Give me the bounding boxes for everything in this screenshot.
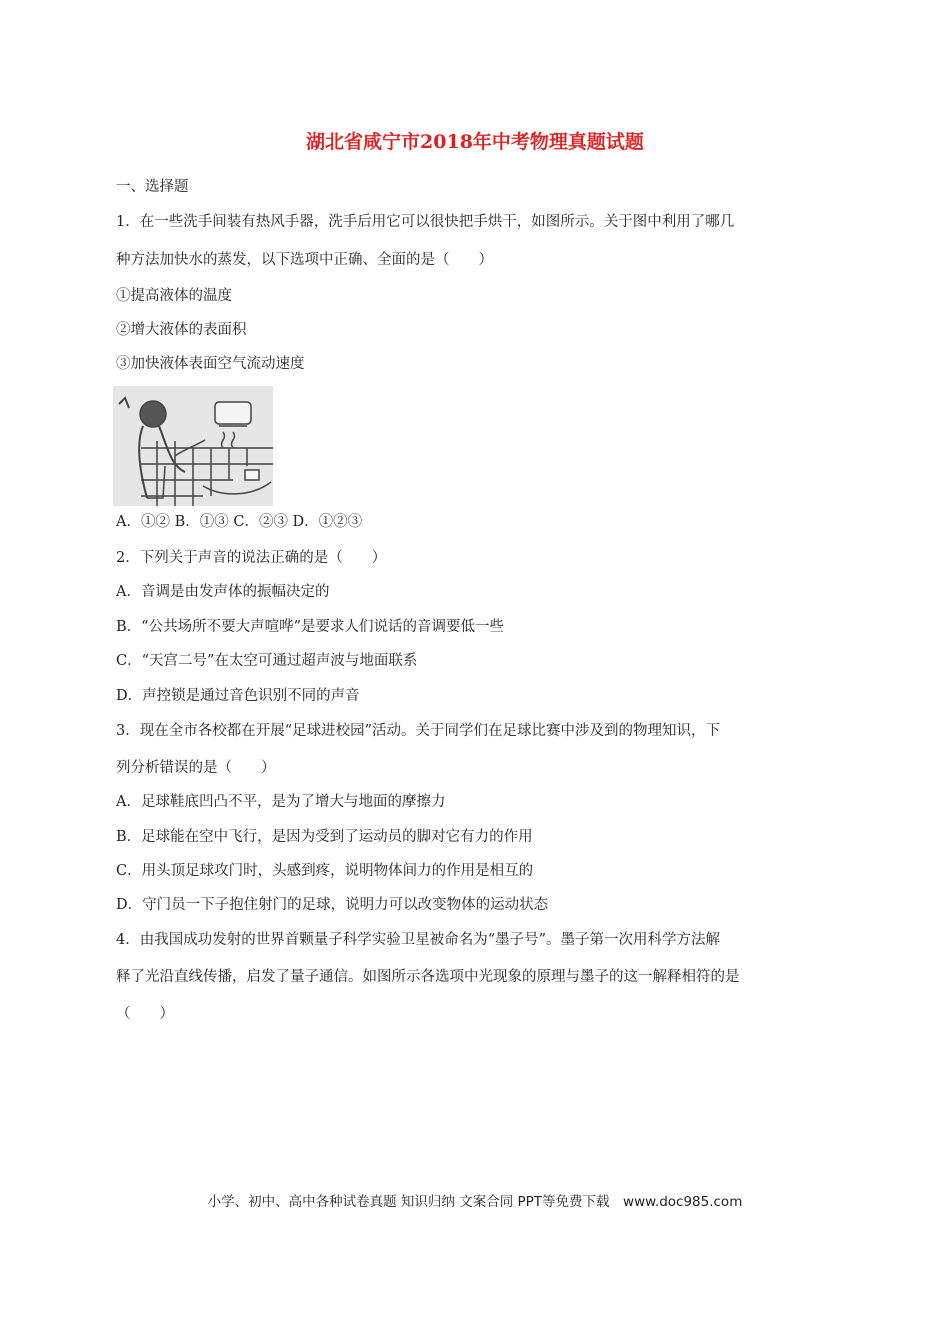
q3-option-b: B．足球能在空中飞行，是因为受到了运动员的脚对它有力的作用 (116, 829, 533, 845)
section-heading: 一、选择题 (116, 179, 189, 195)
q3-option-a: A．足球鞋底凹凸不平，是为了增大与地面的摩擦力 (116, 794, 446, 810)
q1-options: A．①② B．①③ C．②③ D．①②③ (116, 514, 363, 530)
q2-option-a: A．音调是由发声体的振幅决定的 (116, 584, 330, 600)
q3-stem-line2: 列分析错误的是（ ） (116, 760, 276, 776)
q3-option-d: D．守门员一下子抱住射门的足球，说明力可以改变物体的运动状态 (116, 897, 549, 913)
q3-option-c: C．用头顶足球攻门时，头感到疼，说明物体间力的作用是相互的 (116, 863, 534, 879)
q2-stem: 2．下列关于声音的说法正确的是（ ） (116, 550, 387, 566)
q1-item1: ①提高液体的温度 (116, 288, 232, 304)
q1-item3: ③加快液体表面空气流动速度 (116, 356, 305, 372)
q2-option-c: C．“天宫二号”在太空可通过超声波与地面联系 (116, 653, 418, 669)
q4-stem-line3: （ ） (116, 1006, 174, 1022)
document-title: 湖北省咸宁市2018年中考物理真题试题 (306, 131, 644, 153)
q4-stem-line2: 释了光沿直线传播，启发了量子通信。如图所示各选项中光现象的原理与墨子的这一解释相符的是 (116, 969, 740, 985)
q1-stem-line1: 1．在一些洗手间装有热风手器，洗手后用它可以很快把手烘干，如图所示。关于图中利用了哪几 (116, 214, 735, 230)
q1-stem-line2: 种方法加快水的蒸发，以下选项中正确、全面的是（ ） (116, 252, 493, 268)
q2-option-d: D．声控锁是通过音色识别不同的声音 (116, 688, 360, 704)
q3-stem-line1: 3．现在全市各校都在开展“足球进校园”活动。关于同学们在足球比赛中涉及到的物理知识，下 (116, 723, 721, 739)
page-footer: 小学、初中、高中各种试卷真题 知识归纳 文案合同 PPT等免费下载 www.doc985.com (207, 1194, 743, 1210)
q1-item2: ②增大液体的表面积 (116, 322, 247, 338)
q2-option-b: B．“公共场所不要大声喧哗”是要求人们说话的音调要低一些 (116, 619, 504, 635)
q4-stem-line1: 4．由我国成功发射的世界首颗量子科学实验卫星被命名为“墨子号”。墨子第一次用科学方法解 (116, 932, 721, 948)
hand-dryer-illustration (113, 386, 273, 506)
